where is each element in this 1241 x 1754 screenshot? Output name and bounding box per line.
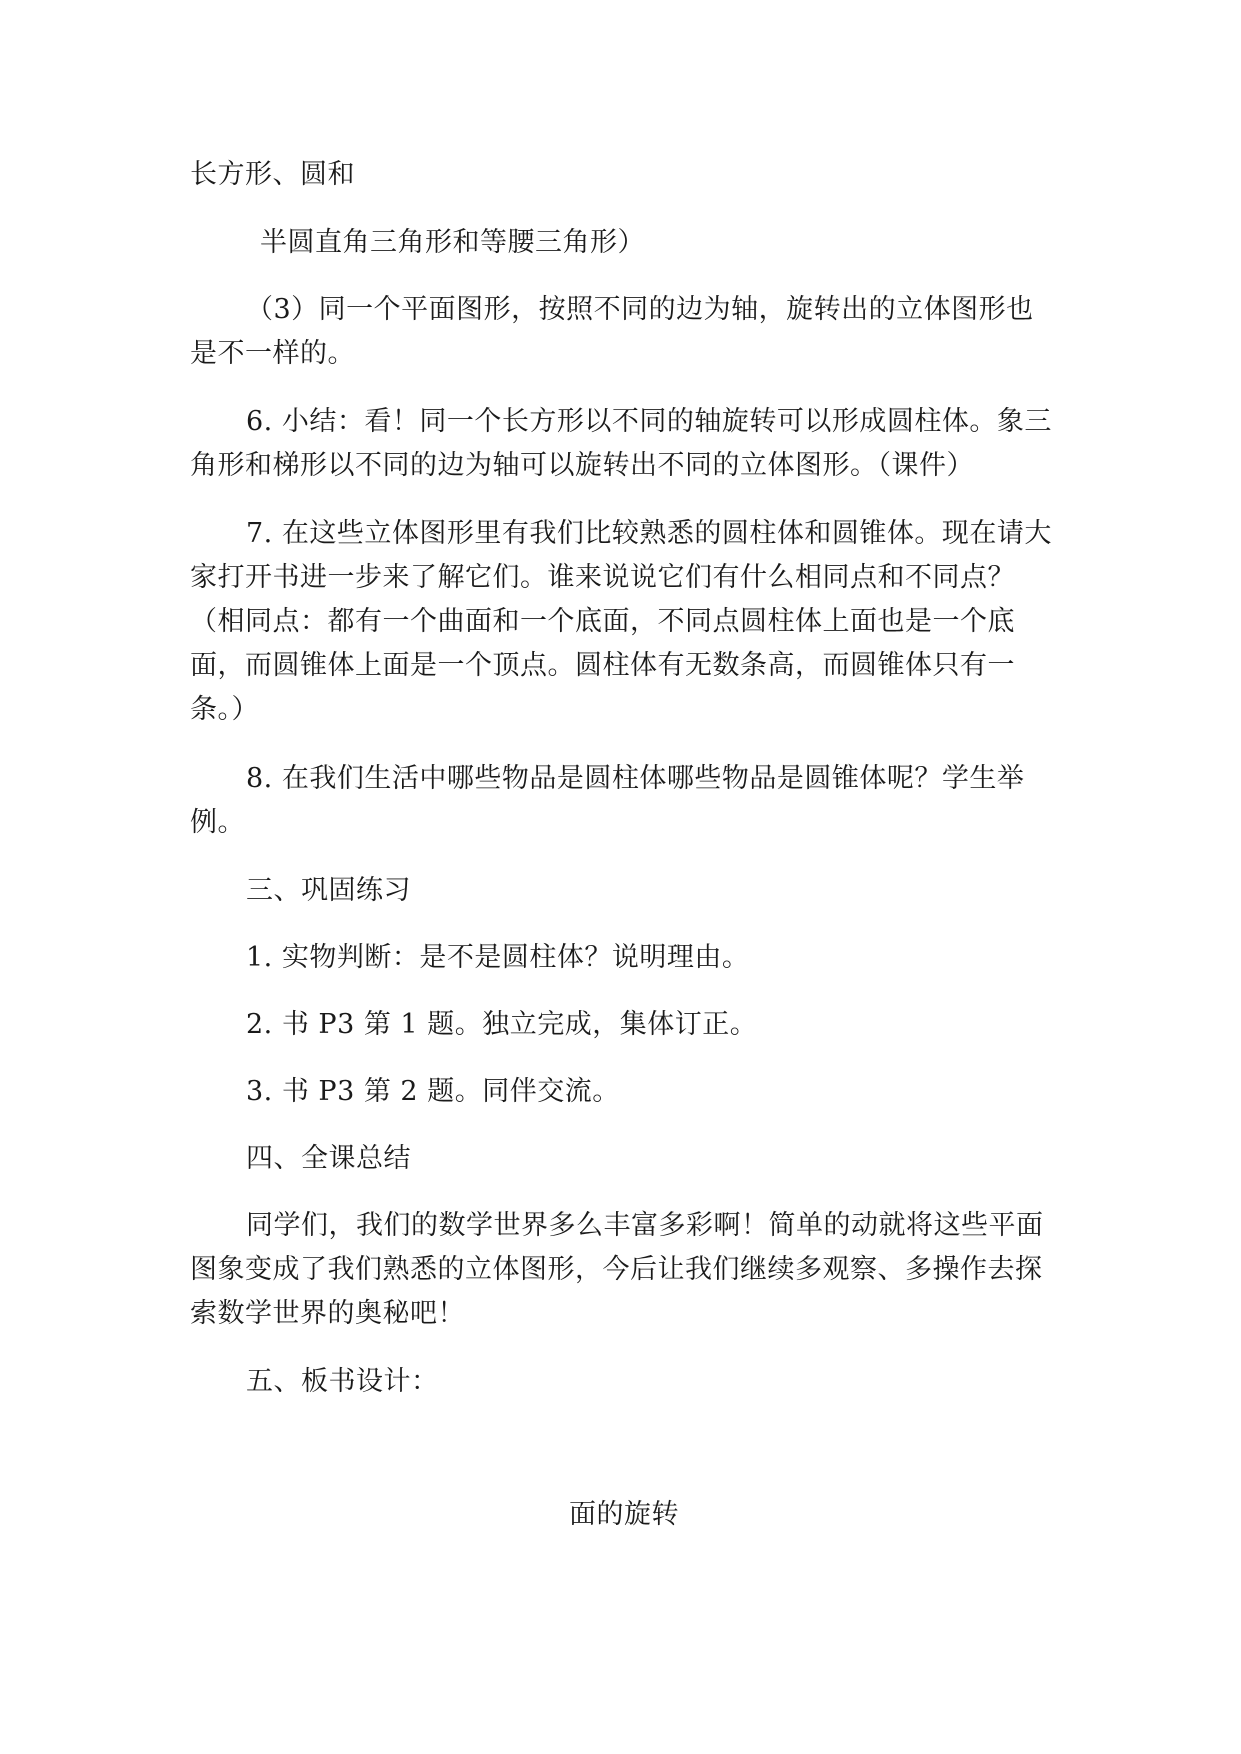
practice-item-1: 1. 实物判断：是不是圆柱体？说明理由。 (246, 942, 750, 973)
section-heading-board-design: 五、板书设计： (246, 1366, 439, 1397)
paragraph-item-8: 8. 在我们生活中哪些物品是圆柱体哪些物品是圆锥体呢？学生举例。 (190, 763, 1025, 838)
practice-item-3: 3. 书 P3 第 2 题。同伴交流。 (246, 1076, 620, 1107)
paragraph-summary-6: 6. 小结：看！同一个长方形以不同的轴旋转可以形成圆柱体。象三角形和梯形以不同的边为轴可以旋转出不同的立体图形。（课件） (190, 406, 1052, 481)
practice-item-2: 2. 书 P3 第 1 题。独立完成，集体订正。 (246, 1009, 758, 1040)
paragraph-item-7: 7. 在这些立体图形里有我们比较熟悉的圆柱体和圆锥体。现在请大家打开书进一步来了解它们。谁来说说它们有什么相同点和不同点？（相同点：都有一个曲面和一个底面，不同点圆柱体上面也是一个底面，而圆锥体上面是一个顶点。圆柱体有无数条高，而圆锥体只有一条。） (190, 518, 1052, 725)
paragraph-shapes-list: 长方形、圆和 (190, 159, 355, 190)
paragraph-shapes-list-continued: 半圆直角三角形和等腰三角形） (260, 227, 645, 258)
board-title: 面的旋转 (569, 1499, 679, 1530)
section-heading-summary: 四、全课总结 (246, 1143, 411, 1174)
section-heading-practice: 三、巩固练习 (246, 875, 411, 906)
paragraph-point-3: （3）同一个平面图形，按照不同的边为轴，旋转出的立体图形也是不一样的。 (190, 294, 1034, 369)
paragraph-class-summary: 同学们，我们的数学世界多么丰富多彩啊！简单的动就将这些平面图象变成了我们熟悉的立体图形，今后让我们继续多观察、多操作去探索数学世界的奥秘吧！ (190, 1210, 1044, 1329)
